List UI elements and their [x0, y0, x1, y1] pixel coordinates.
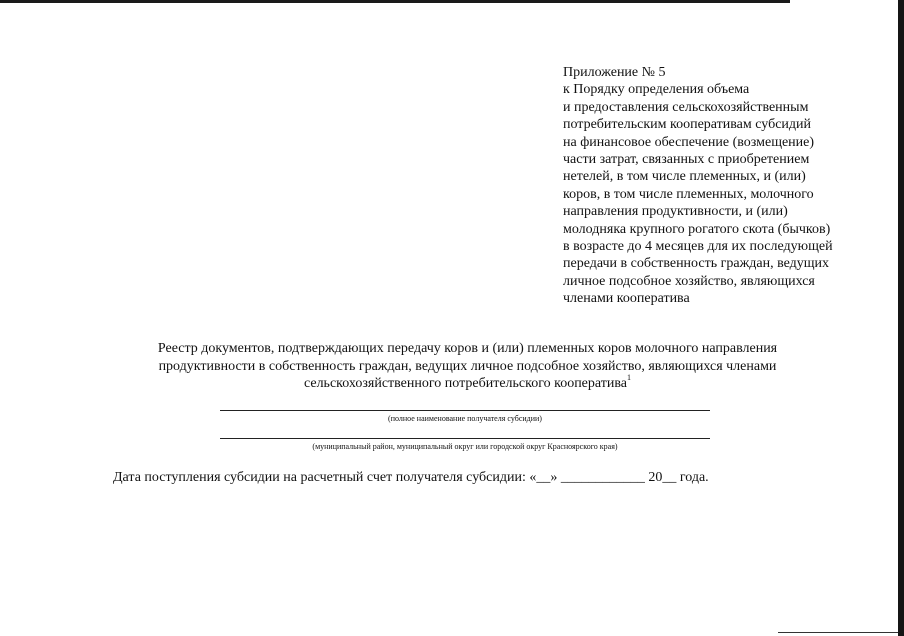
appendix-line: на финансовое обеспечение (возмещение)	[563, 134, 815, 150]
bottom-corner-line	[778, 632, 898, 633]
register-title-line: Реестр документов, подтверждающих передачу коров и (или) племенных коров молочного направления	[157, 341, 778, 356]
appendix-line: молодняка крупного рогатого скота (бычков)	[563, 221, 831, 237]
register-title	[100, 340, 835, 393]
appendix-line: части затрат, связанных с приобретением	[563, 152, 810, 168]
register-title-text: сельскохозяйственного потребительского кооператива	[303, 376, 628, 391]
municipality-caption: (муниципальный район, муниципальный округ или городской округ Красноярского края)	[312, 442, 618, 451]
appendix-line: направления продуктивности, и (или)	[563, 204, 788, 220]
top-border-line	[0, 0, 790, 3]
subsidy-date-line: Дата поступления субсидии на расчетный счет получателя субсидии: «__» ____________ 20__ года.	[113, 470, 709, 485]
municipality-field	[220, 438, 710, 452]
appendix-number: Приложение № 5	[563, 65, 666, 80]
scan-right-edge	[898, 0, 904, 636]
appendix-line: к Порядку определения объема	[563, 82, 750, 98]
appendix-block	[563, 64, 863, 308]
recipient-name-caption: (полное наименование получателя субсидии)	[388, 414, 542, 423]
appendix-line: передачи в собственность граждан, ведущих	[563, 256, 830, 272]
appendix-line: потребительским кооперативам субсидий	[563, 117, 812, 133]
register-title-line	[100, 375, 835, 393]
appendix-line: и предоставления сельскохозяйственным	[563, 99, 809, 115]
appendix-line: коров, в том числе племенных, молочного	[563, 186, 814, 202]
appendix-line: в возрасте до 4 месяцев для их последующей	[563, 239, 833, 255]
appendix-line: личное подсобное хозяйство, являющихся	[563, 273, 815, 289]
recipient-name-field	[220, 410, 710, 424]
appendix-line: нетелей, в том числе племенных, и (или)	[563, 169, 806, 185]
register-title-line: продуктивности в собственность граждан, ведущих личное подсобное хозяйство, являющихся членами	[158, 358, 777, 374]
appendix-line: членами кооператива	[563, 291, 690, 307]
footnote-mark: 1	[627, 373, 632, 382]
